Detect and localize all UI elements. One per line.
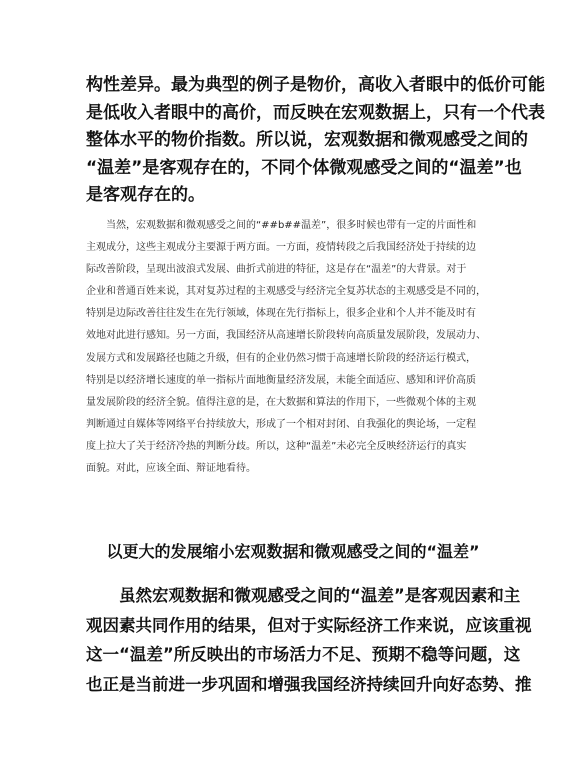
section-heading: 以更大的发展缩小宏观数据和微观感受之间的“温差” xyxy=(106,542,480,561)
body-line: 际改善阶段，呈现出波浪式发展、曲折式前进的特征，这是存在“温差”的大背景。对于 xyxy=(86,264,467,276)
body-line: 度上拉大了关于经济冷热的判断分歧。所以，这种“温差”未必完全反映经济运行的真实 xyxy=(86,440,467,452)
body-line: 判断通过自媒体等网络平台持续放大，形成了一个相对封闭、自我强化的舆论场，一定程 xyxy=(86,418,476,430)
body-line: 特别是边际改善往往发生在先行领域，体现在先行指标上，很多企业和个人并不能及时有 xyxy=(86,308,476,320)
tail-line: 也正是当前进一步巩固和增强我国经济持续回升向好态势、推 xyxy=(86,674,532,694)
lead-line: 是低收入者眼中的高价，而反映在宏观数据上，只有一个代表 xyxy=(86,102,545,123)
lead-paragraph xyxy=(86,72,545,210)
body-line: 量发展阶段的经济全貌。值得注意的是，在大数据和算法的作用下，一些微观个体的主观 xyxy=(86,396,476,408)
body-line: 企业和普通百姓来说，其对复苏过程的主观感受与经济完全复苏状态的主观感受是不同的， xyxy=(86,286,486,298)
lead-line: 是客观存在的。 xyxy=(86,185,205,205)
body-line: 主观成分，这些主观成分主要源于两方面。一方面，疫情转段之后我国经济处于持续的边 xyxy=(86,242,476,254)
body-line: 发展方式和发展路径也随之升级，但有的企业仍然习惯于高速增长阶段的经济运行模式， xyxy=(86,352,476,364)
lead-line: “温差”是客观存在的，不同个体微观感受之间的“温差”也 xyxy=(86,157,522,178)
tail-line: 观因素共同作用的结果，但对于实际经济工作来说，应该重视 xyxy=(86,615,532,635)
body-line: 当然，宏观数据和微观感受之间的“##b##温差”，很多时候也带有一定的片面性和 xyxy=(86,220,477,231)
tail-line: 这一“温差”所反映出的市场活力不足、预期不稳等问题，这 xyxy=(86,645,521,664)
lead-line: 构性差异。最为典型的例子是物价，高收入者眼中的低价可能 xyxy=(86,75,545,95)
body-paragraph xyxy=(86,215,506,480)
body-line: 面貌。对此，应该全面、辩证地看待。 xyxy=(86,463,256,475)
body-line: 特别是以经济增长速度的单一指标片面地衡量经济发展，未能全面适应、感知和评价高质 xyxy=(86,374,476,386)
lead-line: 整体水平的物价指数。所以说，宏观数据和微观感受之间的 xyxy=(86,130,528,150)
body-line: 效地对此进行感知。另一方面，我国经济从高速增长阶段转向高质量发展阶段，发展动力、 xyxy=(86,330,486,342)
tail-line: 虽然宏观数据和微观感受之间的“温差”是客观因素和主 xyxy=(86,586,521,605)
tail-paragraph xyxy=(86,581,532,699)
